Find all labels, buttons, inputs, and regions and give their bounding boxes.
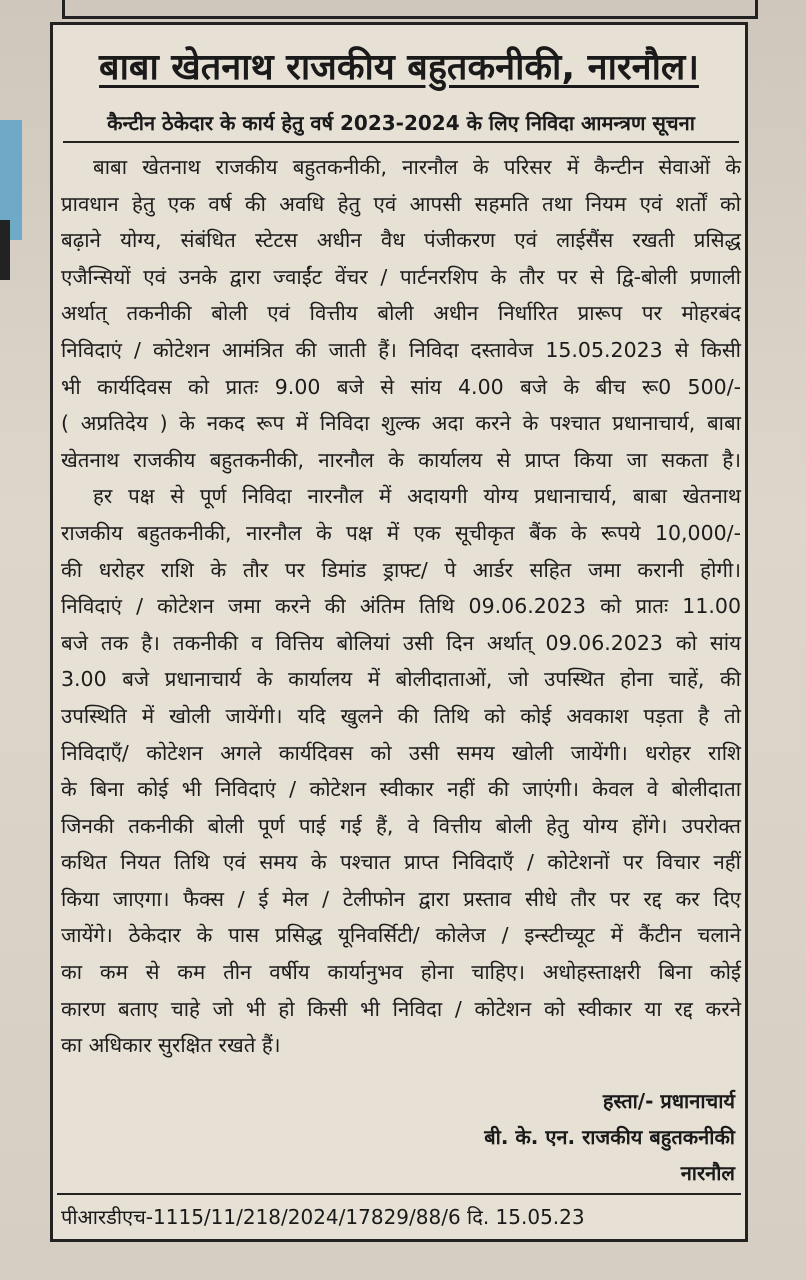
body-line: एजैन्सियों एवं उनके द्वारा ज्वाईंट वेंचर / पार्टनरशिप के तौर पर से द्वि-बोली प्रणाली bbox=[61, 264, 741, 289]
previous-box-border bbox=[62, 0, 758, 19]
body-line: खेतनाथ राजकीय बहुतकनीकी, नारनौल के कार्यालय से प्राप्त किया जा सकता है। bbox=[61, 447, 741, 472]
body-line: निविदाएँ/ कोटेशन अगले कार्यदिवस को उसी समय खोली जायेंगी। धरोहर राशि bbox=[61, 740, 741, 765]
body-line: की धरोहर राशि के तौर पर डिमांड ड्राफ्ट/ पे आर्डर सहित जमा करानी होगी। bbox=[61, 557, 741, 582]
body-line: बाबा खेतनाथ राजकीय बहुतकनीकी, नारनौल के परिसर में कैन्टीन सेवाओं के bbox=[93, 155, 741, 179]
adjacent-column-mark bbox=[0, 220, 10, 280]
body-line: भी कार्यदिवस को प्रातः 9.00 बजे से सांय 4.00 बजे के बीच रू0 500/- bbox=[61, 374, 741, 399]
body-line: प्रावधान हेतु एक वर्ष की अवधि हेतु एवं आपसी सहमति तथा नियम एवं शर्तों को bbox=[61, 191, 741, 216]
body-line: का अधिकार सुरक्षित रखते हैं। bbox=[61, 1033, 281, 1058]
body-line: ( अप्रतिदेय ) के नकद रूप में निविदा शुल्क अदा करने के पश्चात प्रधानाचार्य, बाबा bbox=[61, 411, 741, 436]
body-line: निविदाएं / कोटेशन जमा करने की अंतिम तिथि 09.06.2023 को प्रातः 11.00 bbox=[61, 594, 741, 619]
signature-line-2: बी. के. एन. राजकीय बहुतकनीकी bbox=[484, 1125, 735, 1149]
body-line: बढ़ाने योग्य, संबंधित स्टेटस अधीन वैध पंजीकरण एवं लाईसैंस रखती प्रसिद्ध bbox=[61, 228, 741, 253]
body-line: जिनकी तकनीकी बोली पूर्ण पाई गई हैं, वे वित्तीय बोली हेतु योग्य होंगे। उपरोक्त bbox=[61, 813, 741, 838]
body-line: कारण बताए चाहे जो भी हो किसी भी निविदा / कोटेशन को स्वीकार या रद्द करने bbox=[61, 996, 741, 1021]
notice-body bbox=[61, 149, 741, 1064]
signature-block bbox=[484, 1083, 735, 1191]
body-line: किया जाएगा। फैक्स / ई मेल / टेलीफोन द्वारा प्रस्ताव सीधे तौर पर रद्द कर दिए bbox=[61, 886, 741, 911]
signature-line-1: हस्ता/- प्रधानाचार्य bbox=[602, 1089, 735, 1113]
notice-subtitle: कैन्टीन ठेकेदार के कार्य हेतु वर्ष 2023-2024 के लिए निविदा आमन्त्रण सूचना bbox=[63, 107, 739, 143]
tender-notice-box bbox=[50, 22, 748, 1242]
body-line: राजकीय बहुतकनीकी, नारनौल के पक्ष में एक सूचीकृत बैंक के रूपये 10,000/- bbox=[61, 520, 741, 545]
body-line: हर पक्ष से पूर्ण निविदा नारनौल में अदायगी योग्य प्रधानाचार्य, बाबा खेतनाथ bbox=[93, 484, 741, 509]
body-line: के बिना कोई भी निविदाएं / कोटेशन स्वीकार नहीं की जाएंगी। केवल वे बोलीदाता bbox=[61, 777, 741, 802]
body-line: निविदाएं / कोटेशन आमंत्रित की जाती हैं। निविदा दस्तावेज 15.05.2023 से किसी bbox=[61, 337, 741, 362]
body-line: का कम से कम तीन वर्षीय कार्यानुभव होना चाहिए। अधोहस्ताक्षरी बिना कोई bbox=[61, 960, 741, 985]
body-line: जायेंगे। ठेकेदार के पास प्रसिद्ध यूनिवर्सिटी/ कोलेज / इन्स्टीच्यूट में कैंटीन चलाने bbox=[61, 923, 741, 948]
body-line: 3.00 बजे प्रधानाचार्य के कार्यालय में बोलीदाताओं, जो उपस्थित होना चाहें, की bbox=[61, 667, 741, 692]
body-line: उपस्थिति में खोली जायेंगी। यदि खुलने की तिथि को कोई अवकाश पड़ता है तो bbox=[61, 703, 741, 728]
signature-line-3: नारनौल bbox=[680, 1161, 735, 1185]
body-line: कथित नियत तिथि एवं समय के पश्चात प्राप्त निविदाएँ / कोटेशनों पर विचार नहीं bbox=[61, 850, 741, 875]
reference-number: पीआरडीएच-1115/11/218/2024/17829/88/6 दि. 15.05.23 bbox=[57, 1193, 741, 1235]
body-line: अर्थात् तकनीकी बोली एवं वित्तीय बोली अधीन निर्धारित प्रारूप पर मोहरबंद bbox=[61, 301, 741, 326]
notice-title: बाबा खेतनाथ राजकीय बहुतकनीकी, नारनौल। bbox=[99, 47, 699, 88]
body-line: बजे तक है। तकनीकी व वित्तिय बोलियां उसी दिन अर्थात् 09.06.2023 को सांय bbox=[61, 630, 741, 655]
